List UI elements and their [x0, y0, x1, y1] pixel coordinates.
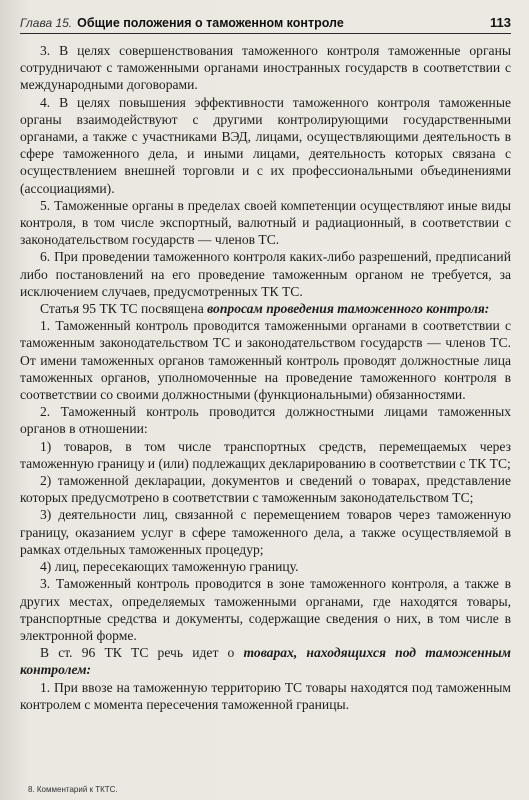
paragraph-4: 4. В целях повышения эффективности таможенного контроля таможенные органы взаимодействуют с другими контролирующими государственными органами, а также с участниками ВЭД, лицами, осуществляющими деятельность в сфере таможенного дела, и иными лицами, деятельность которых связана с осуществлением внешней торговли и с их профессиональными объединениями (ассоциациями). — [20, 94, 511, 196]
article-95-emphasis: вопросам проведения таможенного контроля: — [207, 301, 490, 317]
article-96-emphasis: товарах, находящихся под таможенным контролем: — [20, 645, 511, 678]
article-96-intro: В ст. 96 ТК ТС речь идет о товарах, находящихся под таможенным контролем: — [20, 645, 511, 678]
subitem-2: 2) таможенной декларации, документов и сведений о товарах, представление которых предусмотрено в соответствии с таможенным законодательством ТС; — [20, 473, 511, 506]
article-96-item-1: 1. При ввозе на таможенную территорию ТС товары находятся под таможенным контролем с момента пересечения таможенной границы. — [20, 679, 511, 712]
page-footer: 8. Комментарий к ТКТС. — [28, 785, 118, 794]
paragraph-6: 6. При проведении таможенного контроля каких-либо разрешений, предписаний либо постановлений на его проведение таможенным органом не требуется, за исключением случаев, предусмотренных ТК ТС. — [20, 249, 511, 299]
chapter-title: Общие положения о таможенном контроле — [77, 16, 344, 30]
paragraph-3: 3. В целях совершенствования таможенного контроля таможенные органы сотрудничают с таможенными органами иностранных государств в соответствии с международными договорами. — [20, 43, 511, 93]
chapter-heading — [20, 16, 344, 30]
body-text — [20, 42, 511, 713]
page-number: 113 — [490, 15, 511, 30]
subitem-3: 3) деятельности лиц, связанной с перемещением товаров через таможенную границу, оказанием услуг в сфере таможенного дела, а также осуществляемой в рамках отдельных таможенных процедур; — [20, 507, 511, 557]
running-head — [20, 0, 511, 34]
paragraph-5: 5. Таможенные органы в пределах своей компетенции осуществляют иные виды контроля, в том числе экспортный, валютный и радиационный, в соответствии с законодательством государств — членов ТС. — [20, 197, 511, 248]
subitem-1: 1) товаров, в том числе транспортных средств, перемещаемых через таможенную границу и (или) подлежащих декларированию в соответствии с ТК ТС; — [20, 438, 511, 471]
article-95-item-2: 2. Таможенный контроль проводится должностными лицами таможенных органов в отношении: — [20, 404, 511, 437]
subitem-4: 4) лиц, пересекающих таможенную границу. — [40, 559, 299, 575]
article-95-intro: Статья 95 ТК ТС посвящена вопросам проведения таможенного контроля: — [40, 301, 490, 317]
article-95-item-1: 1. Таможенный контроль проводится таможенными органами в соответствии с таможенным законодательством ТС и законодательством государств — членов ТС. От имени таможенных органов таможенный контроль проводят должностные лица таможенных органов, уполномоченные на проведение таможенного контроля в соответствии со своими должностными (функциональными) обязанностями. — [20, 318, 511, 403]
article-95-item-3: 3. Таможенный контроль проводится в зоне таможенного контроля, а также в других местах, определяемых таможенными органами, где находятся товары, транспортные средства и документы, содержащие сведения о них, в том числе в электронной форме. — [20, 576, 511, 643]
chapter-label: Глава 15. — [20, 16, 73, 30]
